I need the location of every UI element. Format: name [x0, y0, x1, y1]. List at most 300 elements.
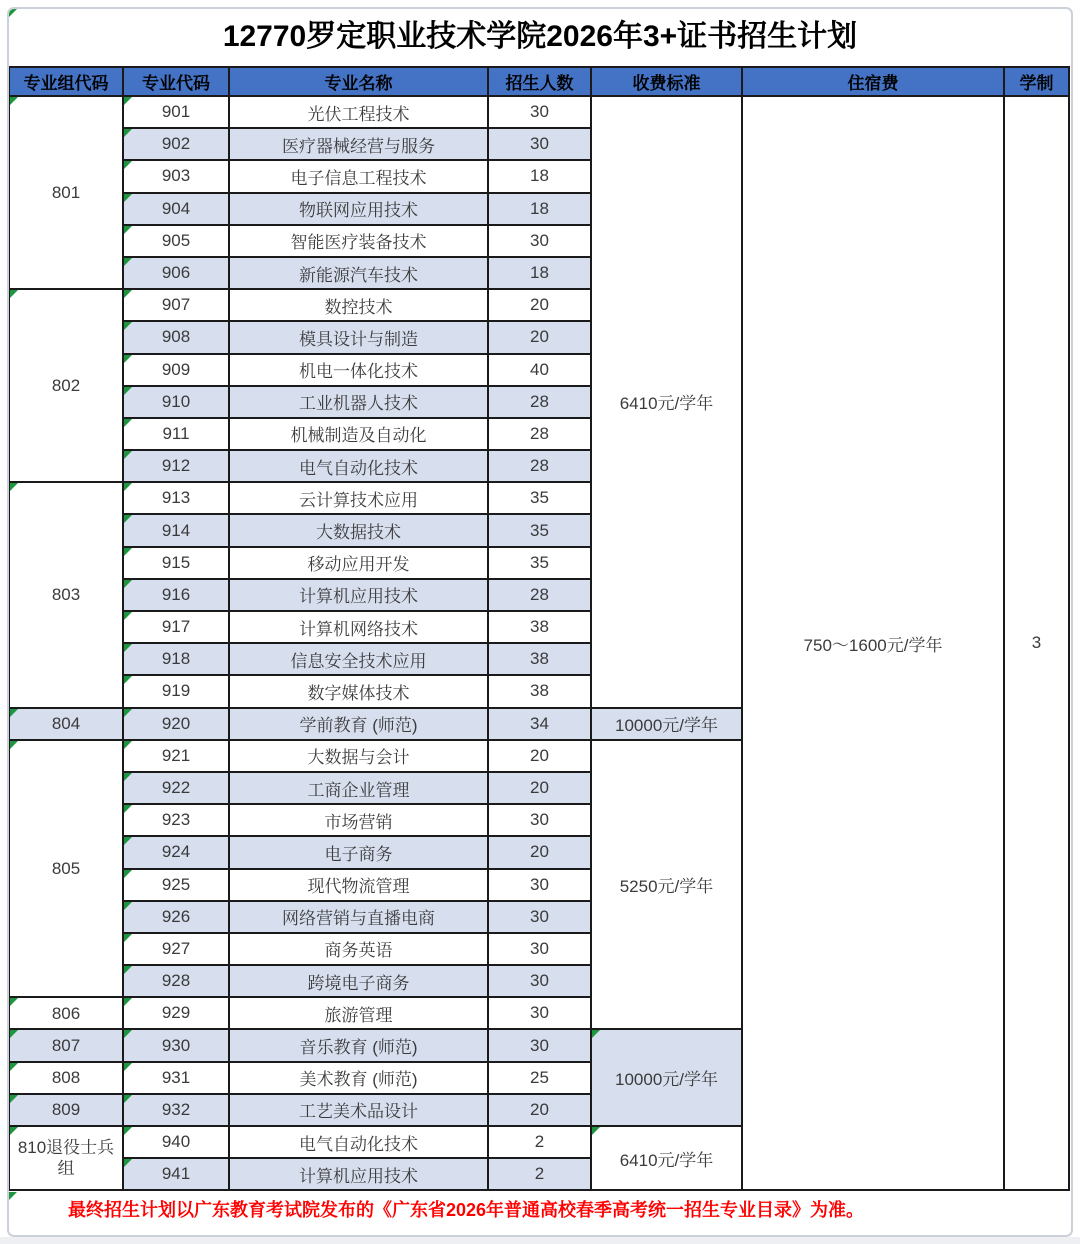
error-indicator-icon	[124, 451, 132, 459]
error-indicator-icon	[124, 644, 132, 652]
enrollment-count-cell-text: 28	[530, 391, 549, 411]
group-code-cell	[9, 1094, 123, 1126]
major-name-cell	[229, 128, 488, 160]
major-code-cell-text: 918	[161, 649, 191, 669]
enrollment-count-cell	[488, 482, 591, 514]
enrollment-count-cell	[488, 643, 591, 675]
enrollment-count-cell-text: 38	[530, 681, 549, 701]
major-name-cell	[229, 933, 488, 965]
major-name-cell-text: 机电一体化技术	[299, 362, 418, 382]
enrollment-count-cell-text: 18	[530, 263, 549, 283]
major-name-cell-text: 模具设计与制造	[299, 329, 418, 349]
major-code-cell	[123, 836, 229, 868]
enrollment-count-cell	[488, 1158, 591, 1190]
group-code-cell-text: 808	[51, 1068, 81, 1088]
major-code-cell	[123, 965, 229, 997]
major-name-cell-text: 计算机应用技术	[299, 587, 418, 607]
group-code-cell-text: 807	[51, 1036, 81, 1056]
major-code-cell-text: 922	[161, 778, 191, 798]
major-name-cell-text: 数字媒体技术	[307, 683, 410, 703]
tuition-fee-cell	[591, 1126, 742, 1190]
major-name-cell	[229, 450, 488, 482]
enrollment-plan-table	[8, 66, 1070, 1191]
major-code-cell	[123, 418, 229, 450]
table-body	[9, 96, 1069, 1190]
major-code-cell	[123, 450, 229, 482]
tuition-fee-cell	[591, 1029, 742, 1126]
major-name-cell	[229, 1126, 488, 1158]
major-code-cell	[123, 128, 229, 160]
major-code-cell	[123, 547, 229, 579]
group-code-cell	[9, 1126, 123, 1190]
error-indicator-icon	[124, 1159, 132, 1167]
error-indicator-icon	[592, 1127, 600, 1135]
major-code-cell-text: 923	[161, 810, 191, 830]
enrollment-count-cell-text: 30	[530, 971, 549, 991]
major-name-cell	[229, 193, 488, 225]
major-name-cell	[229, 1029, 488, 1061]
major-code-cell	[123, 804, 229, 836]
tuition-fee-cell-text: 6410元/学年	[619, 394, 714, 414]
major-code-cell-text: 907	[161, 295, 191, 315]
enrollment-count-cell	[488, 450, 591, 482]
enrollment-count-cell-text: 18	[530, 198, 549, 218]
major-name-cell	[229, 321, 488, 353]
error-indicator-icon	[124, 483, 132, 491]
error-indicator-icon	[10, 1063, 18, 1071]
major-code-cell-text: 912	[161, 456, 191, 476]
major-name-cell	[229, 160, 488, 192]
major-name-cell-text: 计算机应用技术	[299, 1166, 418, 1186]
enrollment-count-cell	[488, 965, 591, 997]
major-name-cell-text: 跨境电子商务	[307, 973, 410, 993]
major-code-cell	[123, 708, 229, 740]
enrollment-count-cell-text: 20	[530, 1099, 549, 1119]
major-code-cell	[123, 160, 229, 192]
major-name-cell-text: 数控技术	[324, 297, 393, 317]
group-code-cell-text: 805	[51, 859, 81, 878]
major-code-cell-text: 908	[161, 327, 191, 347]
enrollment-count-cell-text: 20	[530, 842, 549, 862]
major-code-cell	[123, 514, 229, 546]
error-indicator-icon	[10, 709, 18, 717]
duration-cell	[1004, 96, 1069, 1190]
error-indicator-icon	[10, 97, 18, 105]
enrollment-count-cell-text: 38	[530, 617, 549, 637]
major-code-cell-text: 929	[161, 1003, 191, 1023]
major-code-cell-text: 941	[161, 1164, 191, 1184]
error-indicator-icon	[124, 226, 132, 234]
error-indicator-icon	[124, 290, 132, 298]
major-code-cell	[123, 643, 229, 675]
major-code-cell	[123, 225, 229, 257]
major-code-cell-text: 930	[161, 1035, 191, 1055]
major-name-cell-text: 音乐教育 (师范)	[299, 1038, 418, 1058]
enrollment-count-cell-text: 30	[530, 810, 549, 830]
major-code-cell-text: 928	[161, 971, 191, 991]
major-name-cell	[229, 547, 488, 579]
column-header-tuition-fee	[591, 67, 742, 96]
column-header-group-code	[9, 67, 123, 96]
error-indicator-icon	[124, 1127, 132, 1135]
major-code-cell-text: 927	[161, 938, 191, 958]
column-header-major-name-text: 专业名称	[324, 74, 393, 93]
major-name-cell-text: 现代物流管理	[307, 877, 410, 897]
major-code-cell-text: 909	[161, 359, 191, 379]
footer-note	[8, 1191, 1072, 1231]
column-header-enrollment-count	[488, 67, 591, 96]
enrollment-count-cell	[488, 997, 591, 1029]
error-indicator-icon	[592, 1030, 600, 1038]
major-name-cell-text: 电气自动化技术	[299, 1134, 418, 1154]
error-indicator-icon	[124, 902, 132, 910]
major-code-cell-text: 932	[161, 1099, 191, 1119]
error-indicator-icon	[124, 998, 132, 1006]
column-header-group-code-text: 专业组代码	[23, 74, 109, 93]
enrollment-count-cell	[488, 708, 591, 740]
major-code-cell-text: 926	[161, 906, 191, 926]
major-code-cell	[123, 193, 229, 225]
enrollment-count-cell-text: 2	[534, 1132, 545, 1152]
major-code-cell	[123, 933, 229, 965]
error-indicator-icon	[124, 773, 132, 781]
enrollment-plan-sheet	[8, 8, 1072, 1231]
major-code-cell-text: 901	[161, 102, 191, 122]
enrollment-count-cell	[488, 1029, 591, 1061]
error-indicator-icon	[124, 419, 132, 427]
major-name-cell	[229, 482, 488, 514]
major-code-cell	[123, 1158, 229, 1190]
table-header-row	[9, 67, 1069, 96]
footer-note-text: 最终招生计划以广东教育考试院发布的《广东省2026年普通高校春季高考统一招生专业目录》为准。	[68, 1200, 865, 1221]
enrollment-count-cell	[488, 160, 591, 192]
major-code-cell-text: 920	[161, 713, 191, 733]
major-name-cell	[229, 836, 488, 868]
error-indicator-icon	[124, 129, 132, 137]
major-name-cell-text: 市场营销	[324, 812, 393, 832]
major-code-cell-text: 906	[161, 263, 191, 283]
accommodation-fee-cell	[742, 96, 1004, 1190]
error-indicator-icon	[124, 709, 132, 717]
major-name-cell	[229, 225, 488, 257]
error-indicator-icon	[10, 290, 18, 298]
error-indicator-icon	[124, 741, 132, 749]
error-indicator-icon	[124, 161, 132, 169]
major-code-cell-text: 911	[162, 423, 190, 443]
major-code-cell-text: 904	[161, 198, 191, 218]
major-code-cell-text: 916	[161, 584, 191, 604]
major-code-cell-text: 925	[161, 874, 191, 894]
enrollment-count-cell-text: 30	[530, 134, 549, 154]
major-name-cell	[229, 579, 488, 611]
group-code-cell	[9, 96, 123, 289]
error-indicator-icon	[124, 258, 132, 266]
major-name-cell	[229, 418, 488, 450]
error-indicator-icon	[124, 1030, 132, 1038]
major-name-cell-text: 电子商务	[324, 844, 393, 864]
enrollment-count-cell-text: 20	[530, 295, 549, 315]
column-header-duration	[1004, 67, 1069, 96]
error-indicator-icon	[10, 1127, 18, 1135]
major-code-cell-text: 919	[161, 681, 191, 701]
tuition-fee-cell	[591, 96, 742, 708]
enrollment-count-cell	[488, 386, 591, 418]
error-indicator-icon	[124, 676, 132, 684]
enrollment-count-cell-text: 28	[530, 423, 549, 443]
page-bottom-edge	[0, 1237, 1080, 1244]
major-name-cell-text: 移动应用开发	[307, 555, 410, 575]
major-code-cell	[123, 321, 229, 353]
error-indicator-icon	[124, 580, 132, 588]
group-code-cell-text: 809	[51, 1100, 81, 1120]
error-indicator-icon	[124, 355, 132, 363]
group-code-cell	[9, 740, 123, 998]
major-code-cell	[123, 257, 229, 289]
major-name-cell-text: 云计算技术应用	[299, 490, 418, 510]
error-indicator-icon	[10, 741, 18, 749]
major-code-cell	[123, 482, 229, 514]
enrollment-count-cell-text: 28	[530, 584, 549, 604]
enrollment-count-cell	[488, 547, 591, 579]
enrollment-count-cell-text: 35	[530, 520, 549, 540]
enrollment-count-cell	[488, 321, 591, 353]
major-code-cell	[123, 96, 229, 128]
enrollment-count-cell-text: 40	[530, 359, 549, 379]
major-code-cell	[123, 675, 229, 707]
major-name-cell	[229, 354, 488, 386]
major-code-cell-text: 940	[161, 1132, 191, 1152]
major-code-cell	[123, 772, 229, 804]
enrollment-count-cell-text: 2	[534, 1164, 545, 1184]
major-name-cell	[229, 611, 488, 643]
major-name-cell	[229, 901, 488, 933]
enrollment-count-cell-text: 30	[530, 230, 549, 250]
major-name-cell	[229, 1158, 488, 1190]
major-code-cell	[123, 901, 229, 933]
enrollment-count-cell-text: 25	[530, 1067, 549, 1087]
major-name-cell-text: 工艺美术品设计	[299, 1102, 418, 1122]
major-code-cell	[123, 611, 229, 643]
enrollment-count-cell	[488, 257, 591, 289]
major-name-cell	[229, 708, 488, 740]
major-name-cell-text: 学前教育 (师范)	[299, 716, 418, 736]
enrollment-count-cell-text: 30	[530, 874, 549, 894]
enrollment-count-cell-text: 20	[530, 745, 549, 765]
error-indicator-icon	[124, 837, 132, 845]
enrollment-count-cell	[488, 804, 591, 836]
tuition-fee-cell-text: 5250元/学年	[619, 877, 714, 897]
major-name-cell	[229, 289, 488, 321]
tuition-fee-cell	[591, 740, 742, 1030]
major-code-cell	[123, 354, 229, 386]
tuition-fee-cell-text: 10000元/学年	[615, 1070, 718, 1090]
column-header-major-code	[123, 67, 229, 96]
enrollment-count-cell	[488, 675, 591, 707]
column-header-accommodation-fee-text: 住宿费	[847, 74, 899, 93]
error-indicator-icon	[124, 612, 132, 620]
column-header-accommodation-fee	[742, 67, 1004, 96]
major-name-cell-text: 新能源汽车技术	[299, 265, 418, 285]
tuition-fee-cell-text: 6410元/学年	[619, 1150, 714, 1170]
error-indicator-icon	[9, 1192, 17, 1200]
group-code-cell	[9, 708, 123, 740]
error-indicator-icon	[10, 483, 18, 491]
enrollment-count-cell-text: 30	[530, 1035, 549, 1055]
major-name-cell	[229, 675, 488, 707]
group-code-cell	[9, 1062, 123, 1094]
major-name-cell	[229, 965, 488, 997]
major-code-cell	[123, 1126, 229, 1158]
major-name-cell-text: 大数据技术	[316, 523, 401, 543]
column-header-major-code-text: 专业代码	[142, 74, 210, 93]
enrollment-count-cell-text: 30	[530, 906, 549, 926]
group-code-cell-text: 806	[51, 1003, 81, 1023]
major-code-cell	[123, 1029, 229, 1061]
major-name-cell	[229, 257, 488, 289]
major-code-cell-text: 915	[161, 552, 191, 572]
error-indicator-icon	[124, 322, 132, 330]
enrollment-count-cell	[488, 579, 591, 611]
major-name-cell-text: 物联网应用技术	[299, 201, 418, 221]
major-code-cell-text: 914	[161, 520, 191, 540]
enrollment-count-cell-text: 28	[530, 456, 549, 476]
duration-cell-text: 3	[1031, 633, 1042, 653]
major-code-cell-text: 917	[161, 617, 191, 637]
error-indicator-icon	[124, 870, 132, 878]
error-indicator-icon	[124, 805, 132, 813]
major-name-cell	[229, 514, 488, 546]
error-indicator-icon	[10, 998, 18, 1006]
major-name-cell-text: 机械制造及自动化	[290, 426, 427, 446]
major-name-cell	[229, 386, 488, 418]
enrollment-count-cell	[488, 772, 591, 804]
major-code-cell	[123, 869, 229, 901]
enrollment-count-cell-text: 38	[530, 649, 549, 669]
enrollment-count-cell	[488, 354, 591, 386]
major-name-cell-text: 光伏工程技术	[307, 104, 410, 124]
major-code-cell	[123, 1062, 229, 1094]
enrollment-count-cell-text: 20	[530, 778, 549, 798]
group-code-cell-text: 810退役士兵组	[17, 1138, 115, 1179]
error-indicator-icon	[124, 1095, 132, 1103]
major-name-cell	[229, 869, 488, 901]
enrollment-count-cell-text: 20	[530, 327, 549, 347]
enrollment-count-cell-text: 35	[530, 552, 549, 572]
page-title-text: 12770罗定职业技术学院2026年3+证书招生计划	[222, 20, 858, 53]
major-code-cell-text: 902	[161, 134, 191, 154]
major-code-cell	[123, 740, 229, 772]
enrollment-count-cell	[488, 901, 591, 933]
error-indicator-icon	[124, 97, 132, 105]
enrollment-count-cell	[488, 96, 591, 128]
major-code-cell-text: 921	[161, 745, 191, 765]
group-code-cell-text: 804	[51, 714, 81, 734]
major-name-cell-text: 旅游管理	[324, 1005, 393, 1025]
enrollment-count-cell	[488, 193, 591, 225]
major-name-cell	[229, 643, 488, 675]
error-indicator-icon	[124, 515, 132, 523]
page-title	[8, 8, 1072, 66]
enrollment-count-cell	[488, 1062, 591, 1094]
tuition-fee-cell-text: 10000元/学年	[615, 716, 718, 736]
group-code-cell-text: 803	[51, 585, 81, 605]
major-name-cell-text: 美术教育 (师范)	[299, 1070, 418, 1090]
major-code-cell	[123, 997, 229, 1029]
enrollment-count-cell	[488, 611, 591, 643]
group-code-cell	[9, 997, 123, 1029]
major-name-cell-text: 医疗器械经营与服务	[282, 136, 435, 156]
accommodation-fee-cell-text: 750～1600元/学年	[803, 635, 943, 655]
enrollment-count-cell-text: 30	[530, 102, 549, 122]
major-code-cell-text: 905	[161, 230, 191, 250]
major-name-cell-text: 工商企业管理	[307, 780, 410, 800]
enrollment-count-cell	[488, 740, 591, 772]
enrollment-count-cell	[488, 289, 591, 321]
major-name-cell	[229, 96, 488, 128]
major-name-cell-text: 信息安全技术应用	[290, 651, 427, 671]
table-row	[9, 96, 1069, 128]
major-name-cell-text: 商务英语	[324, 941, 393, 961]
column-header-duration-text: 学制	[1019, 74, 1054, 93]
error-indicator-icon	[9, 9, 17, 17]
column-header-enrollment-count-text: 招生人数	[505, 74, 574, 93]
major-name-cell	[229, 804, 488, 836]
major-name-cell	[229, 1062, 488, 1094]
major-code-cell	[123, 289, 229, 321]
group-code-cell-text: 802	[51, 376, 81, 396]
tuition-fee-cell	[591, 708, 742, 740]
error-indicator-icon	[124, 934, 132, 942]
enrollment-count-cell	[488, 836, 591, 868]
enrollment-count-cell	[488, 1094, 591, 1126]
major-code-cell	[123, 386, 229, 418]
major-name-cell	[229, 740, 488, 772]
major-name-cell-text: 智能医疗装备技术	[290, 233, 427, 253]
error-indicator-icon	[124, 194, 132, 202]
column-header-major-name	[229, 67, 488, 96]
major-name-cell-text: 电子信息工程技术	[290, 168, 427, 188]
group-code-cell	[9, 1029, 123, 1061]
column-header-tuition-fee-text: 收费标准	[632, 74, 701, 93]
major-code-cell-text: 913	[161, 488, 191, 508]
major-code-cell-text: 931	[161, 1067, 191, 1087]
enrollment-count-cell	[488, 128, 591, 160]
major-code-cell-text: 903	[161, 166, 191, 186]
error-indicator-icon	[10, 1030, 18, 1038]
major-name-cell-text: 计算机网络技术	[299, 619, 418, 639]
enrollment-count-cell-text: 34	[530, 713, 549, 733]
group-code-cell	[9, 289, 123, 482]
enrollment-count-cell	[488, 1126, 591, 1158]
major-name-cell	[229, 997, 488, 1029]
enrollment-count-cell	[488, 418, 591, 450]
enrollment-count-cell-text: 35	[530, 488, 549, 508]
major-code-cell-text: 924	[161, 842, 191, 862]
error-indicator-icon	[10, 1095, 18, 1103]
major-code-cell	[123, 1094, 229, 1126]
group-code-cell-text: 801	[51, 183, 81, 203]
major-name-cell	[229, 1094, 488, 1126]
enrollment-count-cell	[488, 514, 591, 546]
major-name-cell-text: 工业机器人技术	[299, 394, 418, 414]
enrollment-count-cell	[488, 225, 591, 257]
enrollment-count-cell-text: 30	[530, 938, 549, 958]
error-indicator-icon	[124, 966, 132, 974]
major-name-cell	[229, 772, 488, 804]
enrollment-count-cell-text: 30	[530, 1003, 549, 1023]
major-name-cell-text: 大数据与会计	[307, 748, 410, 768]
major-name-cell-text: 电气自动化技术	[299, 458, 418, 478]
